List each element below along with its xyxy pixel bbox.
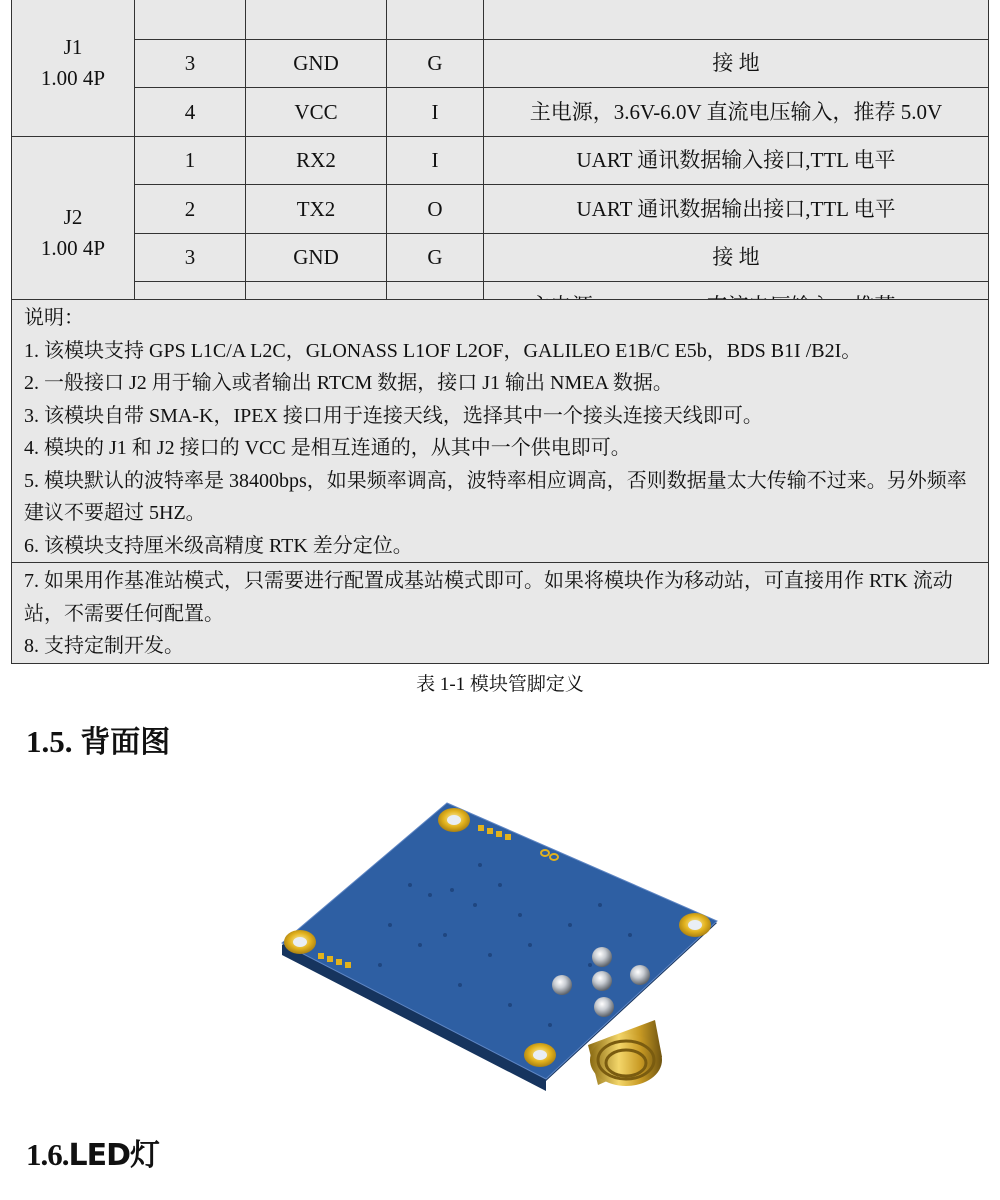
- pin-type: I: [387, 136, 484, 185]
- pin-table: [11, 0, 989, 331]
- pin-number: 3: [135, 233, 246, 282]
- pin-name: VCC: [246, 88, 387, 137]
- note-item: 4. 模块的 J1 和 J2 接口的 VCC 是相互连通的，从其中一个供电即可。: [24, 437, 631, 459]
- pin-number: [135, 0, 246, 39]
- pin-name: RX2: [246, 136, 387, 185]
- pin-number: 1: [135, 136, 246, 185]
- section-number: 1.6.: [26, 1137, 69, 1172]
- note-item: 6. 该模块支持厘米级高精度 RTK 差分定位。: [24, 534, 413, 557]
- notes-block: [12, 562, 988, 663]
- connector-label-j1: [12, 0, 135, 136]
- pin-type: G: [387, 233, 484, 282]
- mounting-hole: [438, 808, 470, 832]
- pin-type: O: [387, 185, 484, 234]
- pin-name: GND: [246, 39, 387, 88]
- section-heading: [26, 1135, 159, 1176]
- note-item: 2. 一般接口 J2 用于输入或者输出 RTCM 数据，接口 J1 输出 NMEA 数据。: [24, 372, 673, 394]
- pin-number: 3: [135, 39, 246, 88]
- notes-block: [12, 300, 988, 562]
- pin-name: [246, 0, 387, 39]
- pin-number: 4: [135, 88, 246, 137]
- pin-description: UART 通讯数据输出接口,TTL 电平: [484, 185, 989, 234]
- section-title: 背面图: [80, 725, 171, 760]
- connector-spec: 1.00 4P: [40, 236, 106, 260]
- table-row: [12, 0, 989, 39]
- section-heading: [26, 722, 170, 763]
- module-back-photo: [270, 795, 730, 1095]
- pin-description: 主电源，3.6V-6.0V 直流电压输入，推荐 5.0V: [484, 88, 989, 137]
- pin-description: UART 通讯数据输入接口,TTL 电平: [484, 136, 989, 185]
- section-number: 1.5.: [26, 724, 73, 759]
- pin-type: I: [387, 88, 484, 137]
- mounting-hole: [284, 930, 316, 954]
- table-row: [12, 185, 989, 234]
- pin-type: G: [387, 39, 484, 88]
- pin-description: 接 地: [484, 39, 989, 88]
- note-item: 8. 支持定制开发。: [24, 635, 184, 657]
- pin-name: GND: [246, 233, 387, 282]
- table-row: [12, 136, 989, 185]
- note-item: 1. 该模块支持 GPS L1C/A L2C，GLONASS L1OF L2OF，GALILEO E1B/C E5b，BDS B1I /B2I。: [24, 339, 862, 362]
- pin-description: [484, 0, 989, 39]
- table-caption: 表 1-1 模块管脚定义: [416, 674, 584, 695]
- pin-name: TX2: [246, 185, 387, 234]
- table-row: [12, 39, 989, 88]
- table-row: [12, 88, 989, 137]
- mounting-hole: [524, 1043, 556, 1067]
- note-item: 5. 模块默认的波特率是 38400bps，如果频率调高，波特率相应调高，否则数据量太大传输不过来。另外频率建议不要超过 5HZ。: [24, 469, 967, 524]
- table-row: [12, 233, 989, 282]
- connector-id: J1: [63, 35, 83, 60]
- notes-heading: 说明：: [24, 307, 84, 329]
- pin-number: 2: [135, 185, 246, 234]
- note-item: 3. 该模块自带 SMA-K，IPEX 接口用于连接天线，选择其中一个接头连接天线即可。: [24, 404, 763, 427]
- mounting-hole: [679, 913, 711, 937]
- pin-description: 接 地: [484, 233, 989, 282]
- connector-id: J2: [63, 205, 83, 229]
- pin-type: [387, 0, 484, 39]
- notes-box: [11, 299, 989, 664]
- section-title: LED灯: [68, 1138, 160, 1173]
- note-item: 7. 如果用作基准站模式，只需要进行配置成基站模式即可。如果将模块作为移动站，可直接用作 RTK 流动站，不需要任何配置。: [24, 570, 953, 625]
- connector-spec: 1.00 4P: [40, 66, 106, 91]
